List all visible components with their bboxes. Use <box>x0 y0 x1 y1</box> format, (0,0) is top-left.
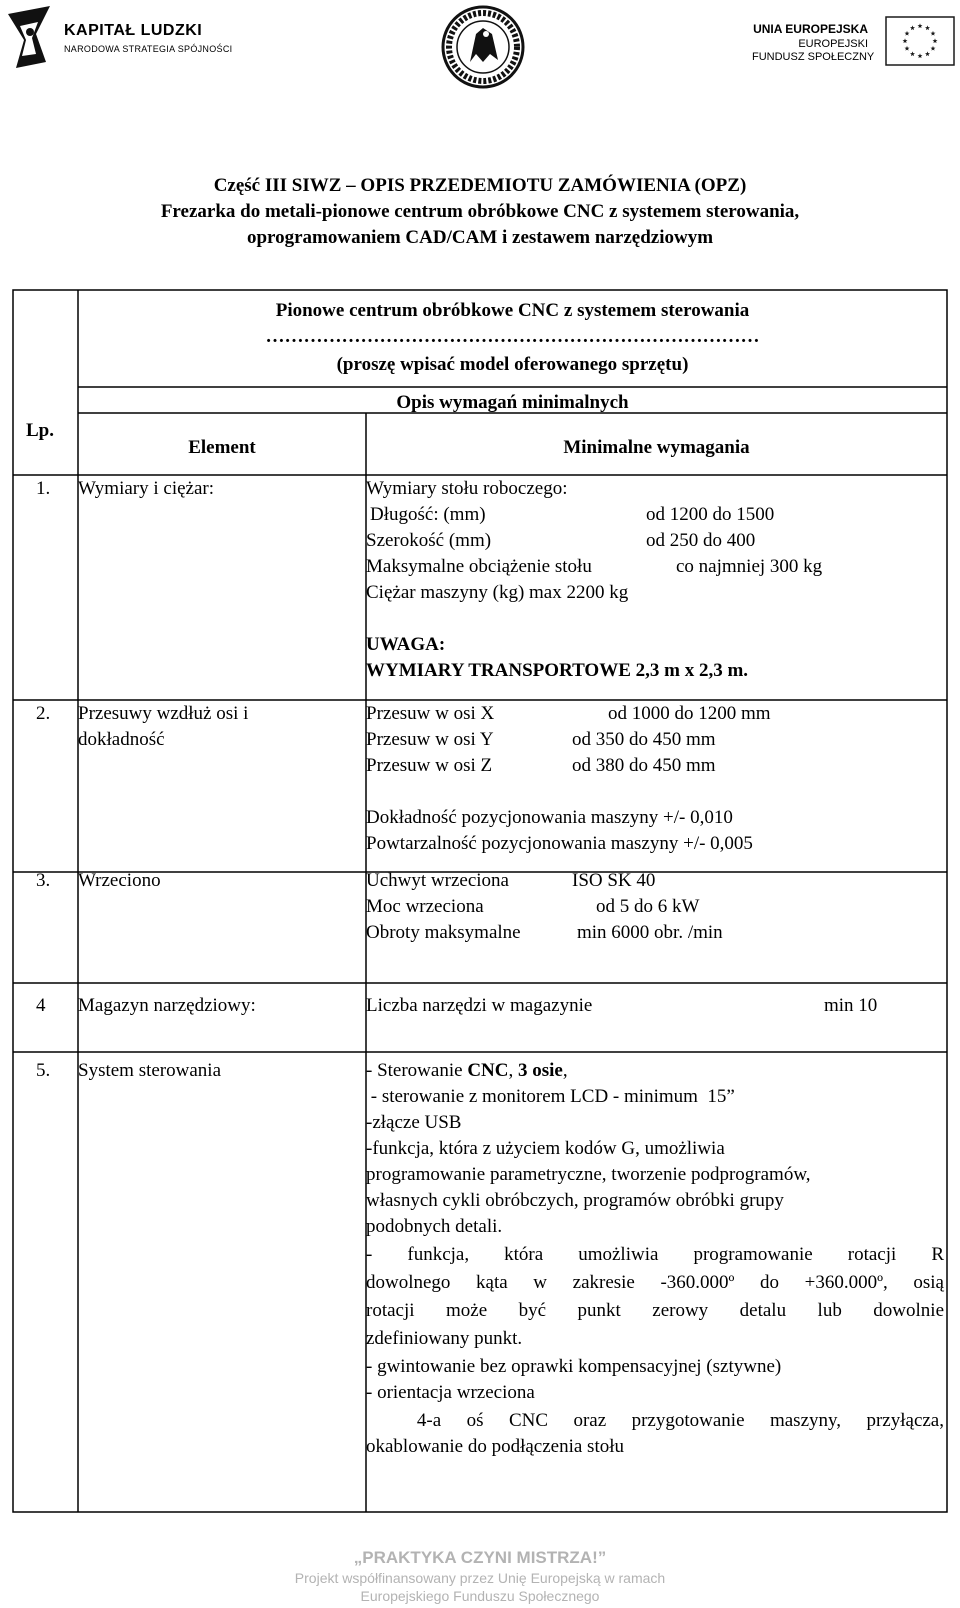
row5-req-text: , <box>562 1060 568 1081</box>
eu-star-icon <box>925 25 930 30</box>
eu-star-icon <box>931 31 936 36</box>
row5-req: - sterowanie z monitorem LCD - minimum 15” <box>366 1086 735 1107</box>
row5-req-text: CNC <box>467 1060 509 1081</box>
row5-req-first-line <box>366 1060 568 1082</box>
row2-req: od 1000 do 1200 mm <box>608 703 771 724</box>
footer-slogan: „PRAKTYKA CZYNI MISTRZA!” <box>353 1548 607 1567</box>
row5-req: -złącze USB <box>366 1112 462 1133</box>
row1-req: Szerokość (mm) <box>366 530 492 551</box>
row4-req: Liczba narzędzi w magazynie <box>366 995 593 1016</box>
row5-req-text: - Sterowanie <box>366 1060 468 1081</box>
eu-subtitle-1: EUROPEJSKI <box>798 38 868 50</box>
row4-req: min 10 <box>824 995 878 1016</box>
header-lp: Lp. <box>26 420 54 441</box>
footer-funding-line1: Projekt współfinansowany przez Unię Europejską w ramach <box>294 1570 666 1586</box>
row1-req: Maksymalne obciążenie stołu <box>366 556 592 577</box>
eu-star-icon <box>905 46 910 51</box>
eu-star-icon <box>918 53 923 58</box>
header-machine-title: Pionowe centrum obróbkowe CNC z systemem sterowania <box>275 300 750 321</box>
row5-req: - orientacja wrzeciona <box>366 1382 535 1403</box>
eu-flag-logo <box>885 16 955 66</box>
row5-req-text: 3 osie <box>517 1060 563 1081</box>
row1-req: Wymiary stołu roboczego: <box>366 478 568 499</box>
row2-req: od 380 do 450 mm <box>572 755 716 776</box>
kapital-ludzki-subtitle: NARODOWA STRATEGIA SPÓJNOŚCI <box>64 44 233 54</box>
header-minimalne: Minimalne wymagania <box>563 437 750 458</box>
row1-req: Ciężar maszyny (kg) max 2200 kg <box>366 582 629 603</box>
header-element: Element <box>188 437 256 458</box>
row2-lp: 2. <box>36 703 51 724</box>
row5-req: dowolnego kąta w zakresie -360.000º do +360.000º, osią <box>366 1272 944 1293</box>
header-model-dots: …………………………………………………………………… <box>265 326 760 347</box>
eu-star-icon <box>910 51 915 56</box>
row4-element: Magazyn narzędziowy: <box>78 995 256 1016</box>
row5-req: okablowanie do podłączenia stołu <box>366 1436 625 1457</box>
ckp-seal-logo <box>440 4 526 90</box>
row5-req: zdefiniowany punkt. <box>366 1328 523 1349</box>
row5-req: -funkcja, która z użyciem kodów G, umożliwia <box>366 1138 725 1159</box>
header-opis: Opis wymagań minimalnych <box>396 392 629 413</box>
row1-req: Długość: (mm) <box>370 504 486 525</box>
row1-note: WYMIARY TRANSPORTOWE 2,3 m x 2,3 m. <box>366 660 749 681</box>
row3-req: ISO SK 40 <box>572 870 656 891</box>
document-title: Część III SIWZ – OPIS PRZEDEMIOTU ZAMÓWIENIA (OPZ) <box>213 175 747 196</box>
eu-subtitle-2: FUNDUSZ SPOŁECZNY <box>752 51 875 63</box>
row2-element: Przesuwy wzdłuż osi i <box>78 703 249 724</box>
row2-req: Przesuw w osi Z <box>366 755 493 776</box>
row1-req: co najmniej 300 kg <box>676 556 823 577</box>
row3-req: Moc wrzeciona <box>366 896 484 917</box>
row3-req: Uchwyt wrzeciona <box>366 870 509 891</box>
row3-lp: 3. <box>36 870 51 891</box>
row1-element: Wymiary i ciężar: <box>78 478 215 499</box>
row2-req: Przesuw w osi Y <box>366 729 494 750</box>
row5-element: System sterowania <box>78 1060 222 1081</box>
row1-req: od 1200 do 1500 <box>646 504 775 525</box>
eu-title: UNIA EUROPEJSKA <box>753 22 868 36</box>
document-subtitle-2: oprogramowaniem CAD/CAM i zestawem narzędziowym <box>246 227 714 248</box>
row5-req-text: , <box>508 1060 518 1081</box>
eu-star-icon <box>931 46 936 51</box>
row5-req: - funkcja, która umożliwia programowanie rotacji R <box>366 1244 944 1265</box>
row5-req: programowanie parametryczne, tworzenie podprogramów, <box>366 1164 811 1185</box>
row3-element: Wrzeciono <box>78 870 161 891</box>
eu-star-icon <box>925 51 930 56</box>
eu-star-icon <box>918 23 923 28</box>
row2-req: od 350 do 450 mm <box>572 729 716 750</box>
row5-req: - gwintowanie bez oprawki kompensacyjnej (sztywne) <box>366 1356 782 1377</box>
row4-lp: 4 <box>36 995 46 1016</box>
row5-lp: 5. <box>36 1060 51 1081</box>
row2-element: dokładność <box>78 729 165 750</box>
row1-lp: 1. <box>36 478 51 499</box>
row2-req: Przesuw w osi X <box>366 703 495 724</box>
row3-req: min 6000 obr. /min <box>577 922 723 943</box>
kapital-ludzki-title: KAPITAŁ LUDZKI <box>64 22 203 39</box>
row3-req: od 5 do 6 kW <box>596 896 700 917</box>
row1-note-title: UWAGA: <box>366 634 446 655</box>
document-subtitle-1: Frezarka do metali-pionowe centrum obróbkowe CNC z systemem sterowania, <box>160 201 800 222</box>
row2-req: Powtarzalność pozycjonowania maszyny +/- 0,005 <box>366 833 753 854</box>
eu-star-icon <box>905 31 910 36</box>
row5-req: 4-a oś CNC oraz przygotowanie maszyny, przyłącza, <box>366 1410 944 1431</box>
row3-req: Obroty maksymalne <box>366 922 521 943</box>
eu-star-icon <box>903 38 908 43</box>
eu-star-icon <box>933 38 938 43</box>
row5-req: podobnych detali. <box>366 1216 503 1237</box>
row5-req: własnych cykli obróbczych, programów obróbki grupy <box>366 1190 784 1211</box>
row5-req: rotacji może być punkt zerowy detalu lub dowolnie <box>366 1300 944 1321</box>
footer-funding-line2: Europejskiego Funduszu Społecznego <box>360 1588 600 1604</box>
row1-req: od 250 do 400 <box>646 530 756 551</box>
eu-star-icon <box>910 25 915 30</box>
row2-req: Dokładność pozycjonowania maszyny +/- 0,010 <box>366 807 733 828</box>
header-model-note: (proszę wpisać model oferowanego sprzętu) <box>336 354 689 375</box>
